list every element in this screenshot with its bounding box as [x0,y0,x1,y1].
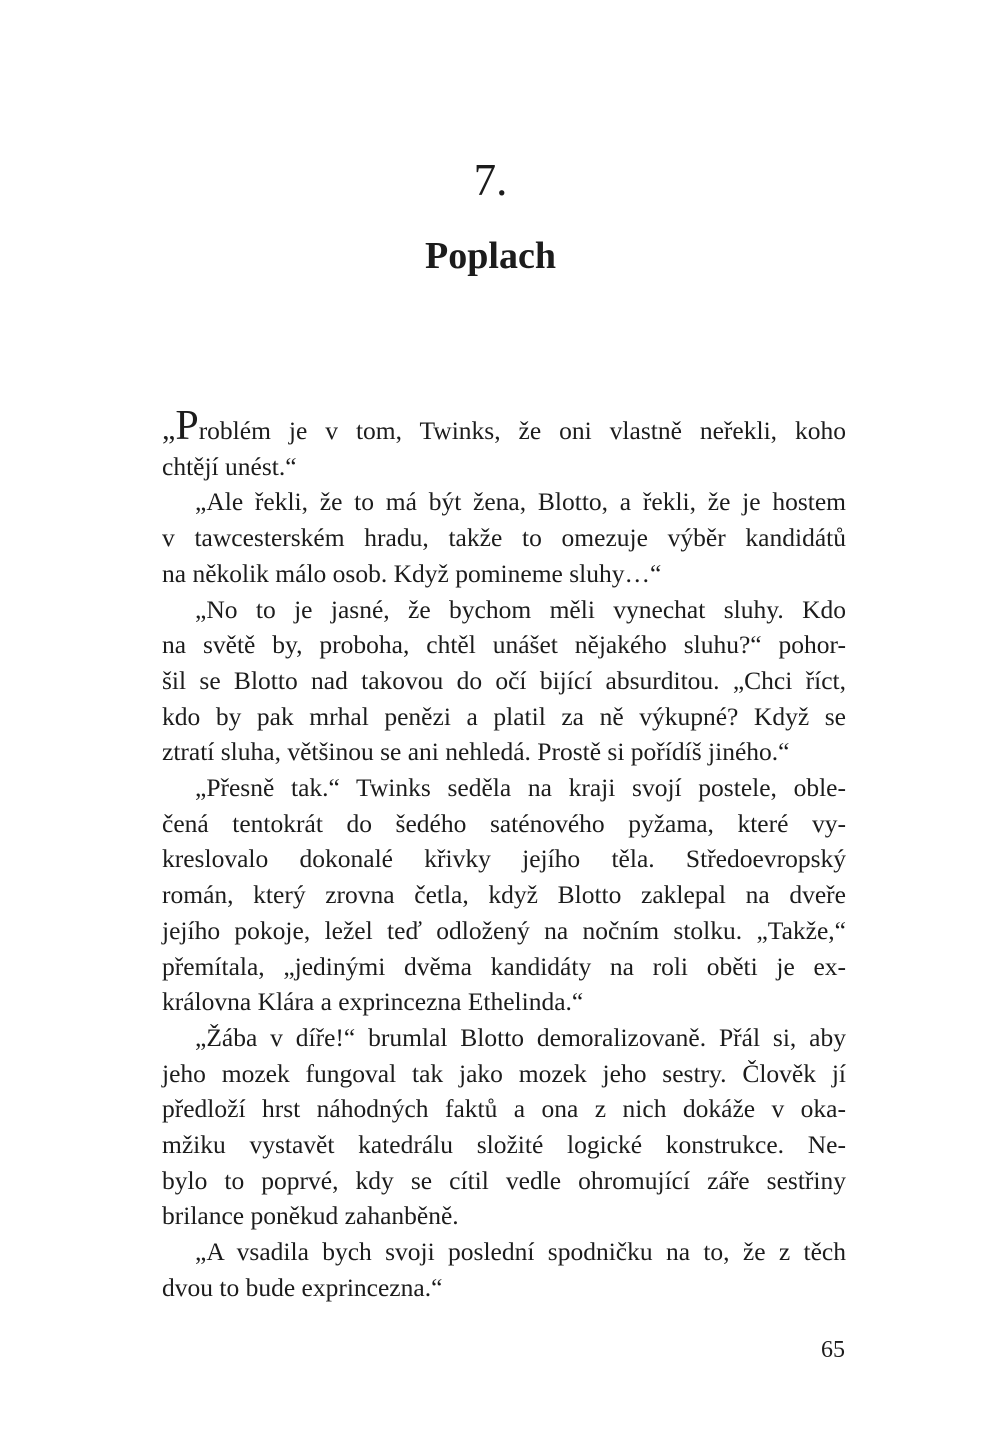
text-line: kdo by pak mrhal penězi a platil za ně výkupné? Když se [162,701,846,731]
text-line: ztratí sluha, většinou se ani nehledá. Prostě si pořídíš jiného.“ [162,737,790,767]
text-line: královna Klára a exprincezna Ethelinda.“ [162,987,584,1017]
text-line: „No to je jasné, že bychom měli vynechat sluhy. Kdo [195,594,846,624]
text-line: na několik málo osob. Když pomineme sluhy…“ [162,558,662,588]
text-line: kreslovalo dokonalé křivky jejího těla. Středoevropský [162,844,846,874]
text-line: na světě by, proboha, chtěl unášet nějakého sluhu?“ pohor- [162,630,846,660]
text-line: šil se Blotto nad takovou do očí bijící absurditou. „Chci říct, [162,665,846,695]
text-line: román, který zrovna četla, když Blotto zaklepal na dveře [162,880,846,910]
text-line: dvou to bude exprincezna.“ [162,1272,443,1302]
text-line: bylo to poprvé, kdy se cítil vedle ohromující záře sestřiny [162,1165,846,1195]
text-line: mžiku vystavět katedrálu složité logické konstrukce. Ne- [162,1130,846,1160]
text-line: v tawcesterském hradu, takže to omezuje výběr kandidátů [162,523,846,553]
lead-capital: P [175,403,199,449]
chapter-title: Poplach [425,235,556,277]
text-line: „Problém je v tom, Twinks, že oni vlastně neřekli, koho [162,403,846,449]
text-line: „Žába v díře!“ brumlal Blotto demoralizovaně. Přál si, aby [195,1022,846,1052]
text-line: „A vsadila bych svoji poslední spodničku na to, že z těch [195,1237,846,1267]
text-line: přemítala, „jedinými dvěma kandidáty na roli oběti je ex- [162,951,846,981]
body-text [162,403,846,1306]
text-line: jeho mozek fungoval tak jako mozek jeho sestry. Člověk jí [162,1058,846,1088]
opening-quote: „ [162,413,176,446]
text-line: jejího pokoje, ležel teď odložený na nočním stolku. „Takže,“ [162,915,846,945]
text-line: předloží hrst náhodných faktů a ona z nich dokáže v oka- [162,1094,846,1124]
text-line: „Ale řekli, že to má být žena, Blotto, a řekli, že je hostem [195,487,846,517]
text-line: „Přesně tak.“ Twinks seděla na kraji svojí postele, oble- [195,773,846,803]
text-line: čená tentokrát do šedého saténového pyžama, které vy- [162,808,846,838]
text-line: brilance poněkud zahanběně. [162,1201,459,1231]
text-line: chtějí unést.“ [162,451,297,481]
page-number: 65 [821,1337,845,1363]
chapter-number: 7. [473,155,508,205]
